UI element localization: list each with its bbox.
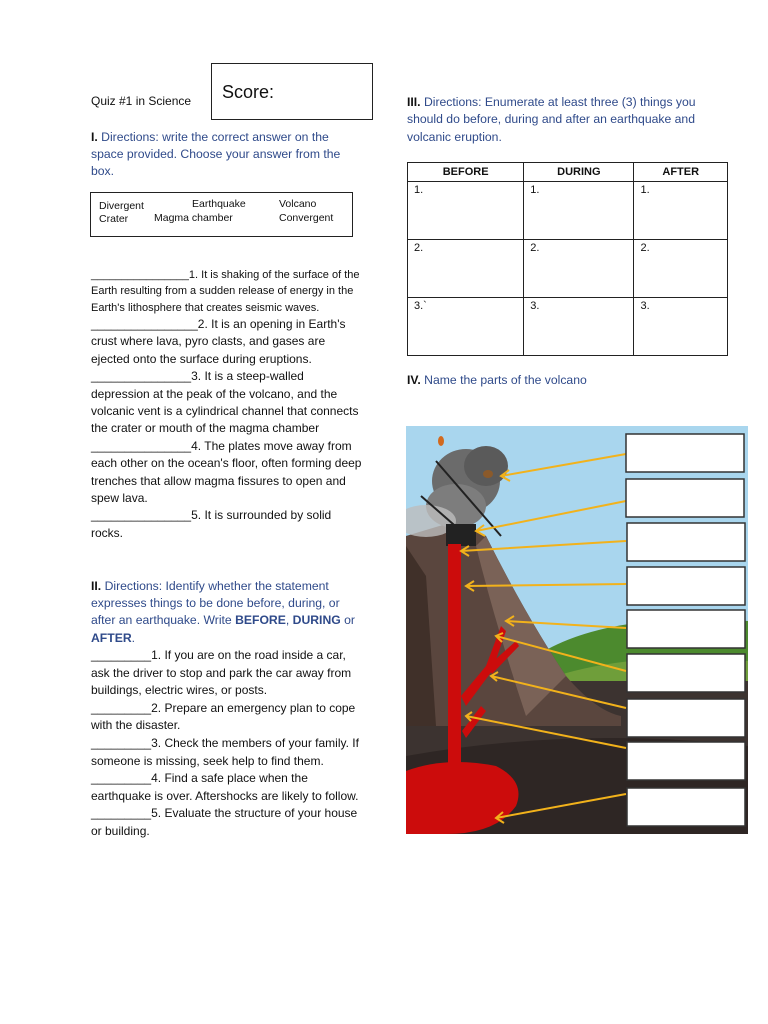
section3-numeral: III. — [407, 95, 421, 109]
period: . — [131, 630, 136, 645]
label-box-5[interactable] — [627, 610, 745, 648]
table-row — [408, 182, 728, 240]
label-box-7[interactable] — [627, 699, 745, 737]
item-number: 5. — [191, 508, 202, 523]
section2-item-5 — [91, 805, 366, 840]
section1-item-2 — [91, 316, 363, 368]
score-label: Score: — [222, 82, 275, 102]
section1-directions — [91, 129, 361, 180]
item-text: It is shaking of the surface of the Earth resulting from a sudden release of energy in the Earth's lithosphere that creates seismic waves. — [91, 269, 360, 314]
section2-item-3 — [91, 735, 366, 770]
answer-blank[interactable]: ________________ — [91, 269, 189, 281]
table-cell[interactable]: 1. — [524, 182, 634, 240]
table-cell[interactable]: 1. — [408, 182, 524, 240]
section3-directions-text: Directions: Enumerate at least three (3) things you should do before, during and after an earthquake and volcanic eruption. — [407, 95, 696, 144]
item-text: It is a steep-walled depression at the peak of the volcano, and the volcanic vent is a cylindrical channel that connects the crater or mouth of the magma chamber — [91, 369, 359, 436]
item-number: 1. — [188, 269, 199, 281]
section4-numeral: IV. — [407, 373, 421, 387]
section1-item-1 — [91, 267, 363, 316]
item-number: 1. — [151, 648, 162, 662]
choice-earthquake: Earthquake — [192, 198, 246, 210]
answer-blank[interactable]: _________ — [91, 648, 152, 662]
answer-blank[interactable]: _________ — [91, 700, 152, 715]
table-row — [408, 298, 728, 356]
section1-item-4 — [91, 438, 363, 508]
choice-crater: Crater — [99, 213, 129, 225]
before-during-after-table — [407, 162, 728, 356]
volcano-diagram — [406, 426, 748, 834]
answer-blank[interactable]: _______________ — [91, 508, 192, 523]
table-cell[interactable]: 2. — [408, 240, 524, 298]
quiz-title: Quiz #1 in Science — [91, 94, 192, 108]
choices-box — [90, 192, 353, 237]
answer-blank[interactable]: _________ — [91, 735, 152, 750]
answer-blank[interactable]: _______________ — [91, 438, 192, 453]
or-word: or — [344, 613, 355, 628]
choice-magma-chamber: Magma chamber — [154, 212, 233, 224]
main-vent — [448, 544, 461, 774]
label-box-2[interactable] — [626, 479, 744, 517]
keyword-after: AFTER — [91, 630, 132, 645]
label-box-6[interactable] — [627, 654, 745, 692]
header-during: DURING — [524, 163, 634, 182]
comma: , — [285, 613, 290, 628]
header-after: AFTER — [634, 163, 728, 182]
label-box-1[interactable] — [626, 434, 744, 472]
section1-items — [91, 267, 363, 542]
label-boxes — [626, 434, 745, 826]
section2-directions — [91, 578, 366, 647]
item-text: Evaluate the structure of your house or building. — [91, 806, 358, 838]
item-number: 5. — [151, 806, 162, 821]
label-box-4[interactable] — [627, 567, 745, 605]
item-text: If you are on the road inside a car, ask the driver to stop and park the car away from buildings, electric wires, or posts. — [91, 648, 352, 698]
item-number: 2. — [197, 316, 208, 331]
item-text: Prepare an emergency plan to cope with the disaster. — [91, 700, 356, 733]
keyword-before: BEFORE — [235, 613, 286, 628]
table-cell[interactable]: 1. — [634, 182, 728, 240]
section4-directions-text: Name the parts of the volcano — [424, 373, 587, 387]
section1-item-5 — [91, 507, 363, 542]
item-number: 3. — [151, 735, 162, 750]
answer-blank[interactable]: ________________ — [91, 316, 198, 331]
table-cell[interactable]: 2. — [524, 240, 634, 298]
item-text: The plates move away from each other on the ocean's floor, often forming deep trenches that allow magma fissures to open and spew lava. — [91, 438, 362, 505]
section1-numeral: I. — [91, 130, 98, 144]
section2-directions-text: Directions: Identify whether the statement expresses things to be done before, during, or after an earthquake. Write — [91, 579, 340, 628]
item-text: It is an opening in Earth's crust where lava, pyro clasts, and gases are ejected onto the surface during eruptions. — [91, 316, 346, 366]
item-text: Find a safe place when the earthquake is over. Aftershocks are likely to follow. — [91, 771, 359, 803]
table-cell[interactable]: 3.` — [408, 298, 524, 356]
item-text: It is surrounded by solid rocks. — [91, 508, 332, 540]
answer-blank[interactable]: _________ — [91, 771, 152, 786]
volcanic-bomb — [483, 470, 493, 478]
section2-numeral: II. — [91, 579, 102, 593]
choice-convergent: Convergent — [279, 212, 334, 224]
section2-item-1 — [91, 647, 366, 700]
item-number: 4. — [191, 438, 202, 453]
item-number: 2. — [151, 700, 162, 715]
section2-item-4 — [91, 770, 366, 805]
volcanic-bomb — [438, 436, 444, 446]
table-cell[interactable]: 3. — [634, 298, 728, 356]
answer-blank[interactable]: _______________ — [91, 369, 192, 384]
section1-item-3 — [91, 368, 363, 438]
keyword-during: DURING — [292, 613, 341, 628]
item-number: 4. — [151, 771, 162, 786]
label-box-8[interactable] — [627, 742, 745, 780]
ash-cloud-top — [464, 446, 508, 486]
label-box-3[interactable] — [627, 523, 745, 561]
label-box-9[interactable] — [627, 788, 745, 826]
table-cell[interactable]: 2. — [634, 240, 728, 298]
section4-directions — [407, 373, 587, 387]
item-number: 3. — [191, 369, 202, 384]
section2-items — [91, 647, 366, 841]
crater — [446, 524, 476, 546]
choice-volcano: Volcano — [279, 198, 317, 210]
table-row — [408, 240, 728, 298]
answer-blank[interactable]: _________ — [91, 806, 152, 821]
choice-divergent: Divergent — [99, 200, 144, 212]
section1-directions-text: Directions: write the correct answer on the space provided. Choose your answer from the box. — [91, 130, 341, 178]
section2-item-2 — [91, 700, 366, 735]
item-text: Check the members of your family. If someone is missing, seek help to find them. — [91, 735, 359, 768]
header-before: BEFORE — [408, 163, 524, 182]
table-cell[interactable]: 3. — [524, 298, 634, 356]
score-box — [211, 63, 373, 120]
section3-directions — [407, 94, 697, 146]
table-header-row — [408, 163, 728, 182]
